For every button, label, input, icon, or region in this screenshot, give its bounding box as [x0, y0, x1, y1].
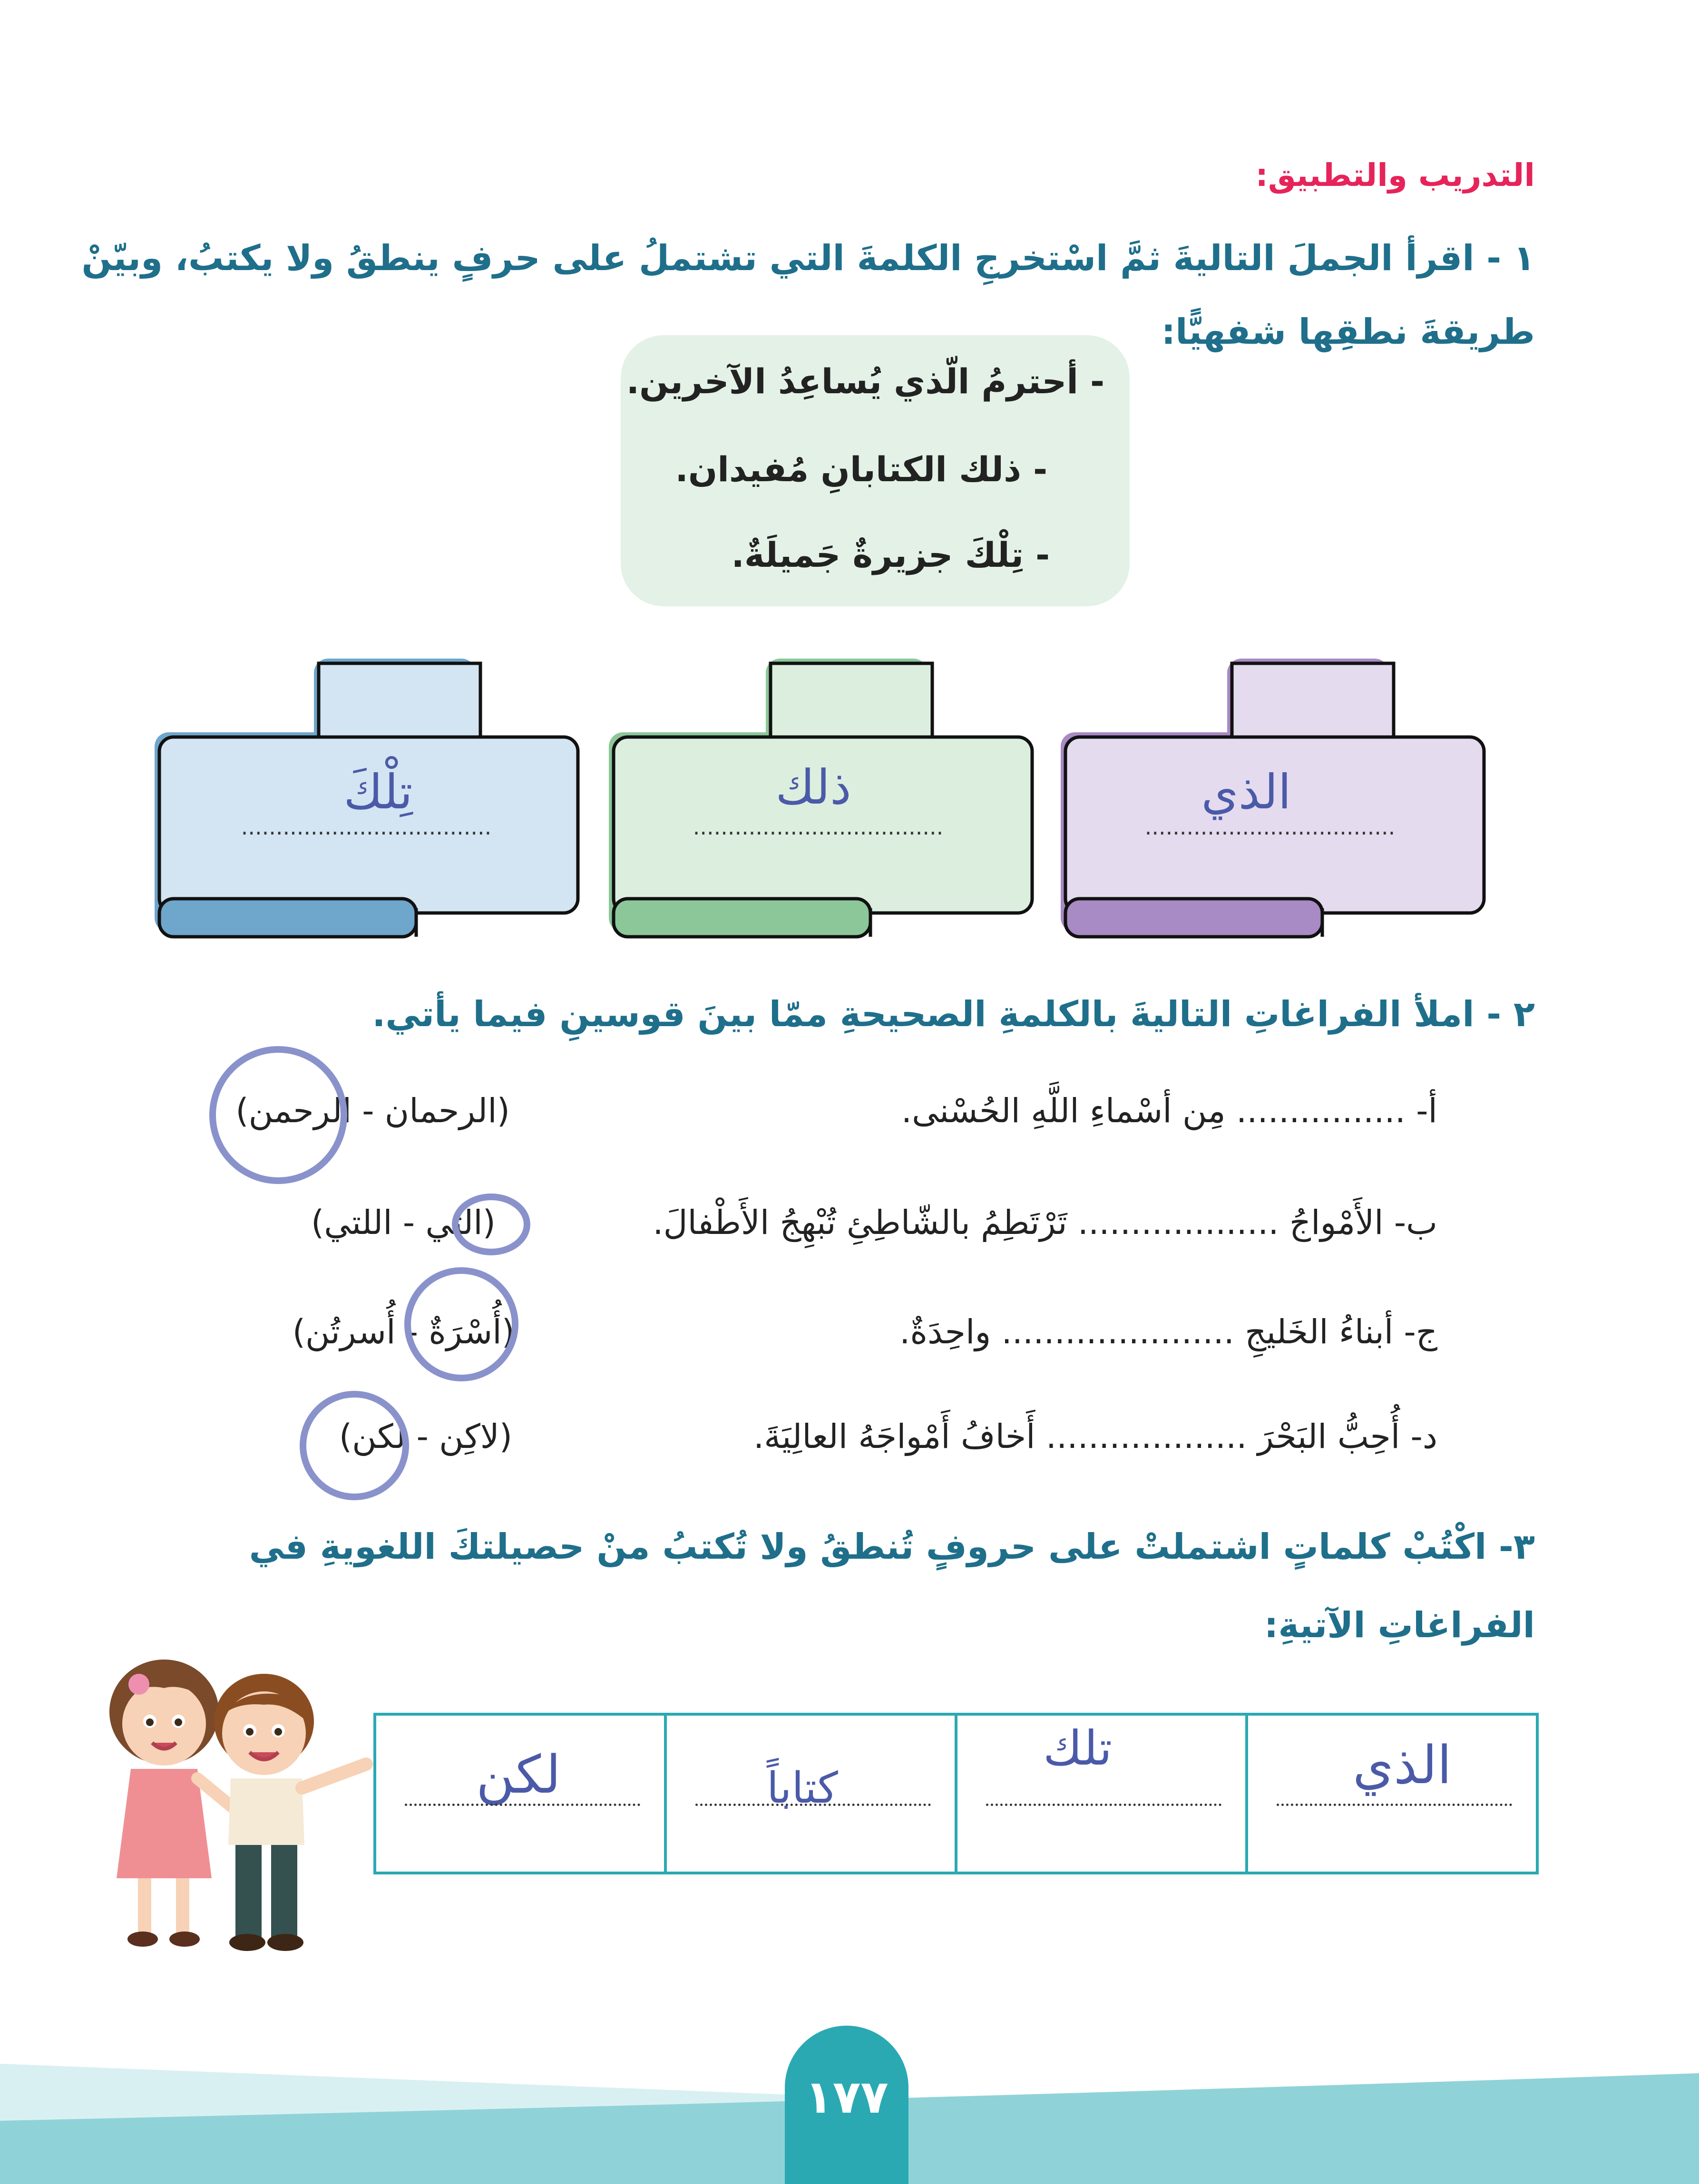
- scroll-purple: [1061, 659, 1484, 937]
- question3-line1: ٣- اكْتُبْ كلماتٍ اشتملتْ على حروفٍ تُنطقُ ولا تُكتبُ منْ حصيلتكَ اللغويةِ في: [249, 1526, 1535, 1567]
- section-heading: التدريب والتطبيق:: [1255, 157, 1535, 194]
- answer-cell-2[interactable]: [955, 1716, 1245, 1872]
- answer-dots-2: [986, 1804, 1221, 1806]
- item-c-sentence: ج- أبناءُ الخَليجِ ...................... واحِدَةٌ.: [899, 1312, 1437, 1351]
- answer-table: [373, 1713, 1539, 1874]
- sentence-2: - ذلك الكتابانِ مُفيدان.: [675, 449, 1047, 489]
- question2-title: ٢ - املأ الفراغاتِ التاليةَ بالكلمةِ الصحيحةِ ممّا بينَ قوسينِ فيما يأتي.: [372, 994, 1535, 1035]
- scroll-green: [609, 659, 1032, 937]
- answer-word-3: كتاباً: [767, 1763, 838, 1813]
- question1-line2: طريقةَ نطقِها شفهيًّا:: [1161, 311, 1535, 352]
- question3-line2: الفراغاتِ الآتيةِ:: [1264, 1605, 1535, 1646]
- answer-cell-3[interactable]: [664, 1716, 955, 1872]
- page-number: ١٧٧: [785, 2026, 908, 2184]
- scroll-answer-2: ذلك: [775, 759, 851, 815]
- item-d-options: (لاكِن - لكن): [339, 1417, 512, 1456]
- kids-illustration: [86, 1655, 390, 1964]
- item-a-options: (الرحمان - الرحمن): [235, 1091, 510, 1130]
- answer-cell-4[interactable]: [376, 1716, 664, 1872]
- answer-scrolls: [0, 651, 1699, 956]
- answer-dots-3: [695, 1804, 931, 1806]
- answer-dots-4: [405, 1804, 640, 1806]
- answer-word-1: الذي: [1353, 1735, 1452, 1796]
- sentence-3: - تِلْكَ جزيرةٌ جَميلَةٌ.: [731, 535, 1050, 575]
- item-b-sentence: ب- الأَمْواجُ ................... تَرْتَطِمُ بالشّاطِئِ تُبْهِجُ الأَطْفالَ.: [653, 1203, 1437, 1242]
- answer-word-2: تلك: [1043, 1720, 1113, 1776]
- answer-dots-1: [1277, 1804, 1512, 1806]
- scroll-dots-3: ....................................: [241, 814, 492, 840]
- answer-circle-d: [300, 1391, 409, 1500]
- scroll-answer-1: الذي: [1201, 764, 1291, 820]
- boy-figure: [214, 1674, 366, 1951]
- scroll-dots-2: ....................................: [693, 814, 944, 840]
- answer-cell-1[interactable]: [1245, 1716, 1536, 1872]
- item-c-options: (أُسْرَةٌ - أُسرتُن): [292, 1312, 515, 1351]
- scroll-answer-3: تِلْكَ: [343, 764, 413, 820]
- sentence-1: - أحترمُ الّذي يُساعِدُ الآخرين.: [626, 361, 1104, 401]
- answer-circle-a: [209, 1046, 347, 1184]
- item-b-options: (التي - اللتي): [311, 1203, 496, 1242]
- question1-line1: ١ - اقرأ الجملَ التاليةَ ثمَّ اسْتخرجِ الكلمةَ التي تشتملُ على حرفٍ ينطقُ ولا يكتبُ، وبيّنْ: [81, 238, 1535, 279]
- item-d-sentence: د- أُحِبُّ البَحْرَ ................... أَخافُ أَمْواجَهُ العالِيَةَ.: [753, 1417, 1437, 1456]
- item-a-sentence: أ- ................ مِن أسْماءِ اللَّهِ الحُسْنى.: [901, 1091, 1437, 1130]
- answer-circle-c: [404, 1267, 518, 1381]
- answer-circle-b: [452, 1194, 530, 1255]
- scroll-blue: [155, 659, 578, 937]
- answer-word-4: لكن: [476, 1744, 561, 1805]
- scroll-dots-1: ....................................: [1144, 814, 1396, 840]
